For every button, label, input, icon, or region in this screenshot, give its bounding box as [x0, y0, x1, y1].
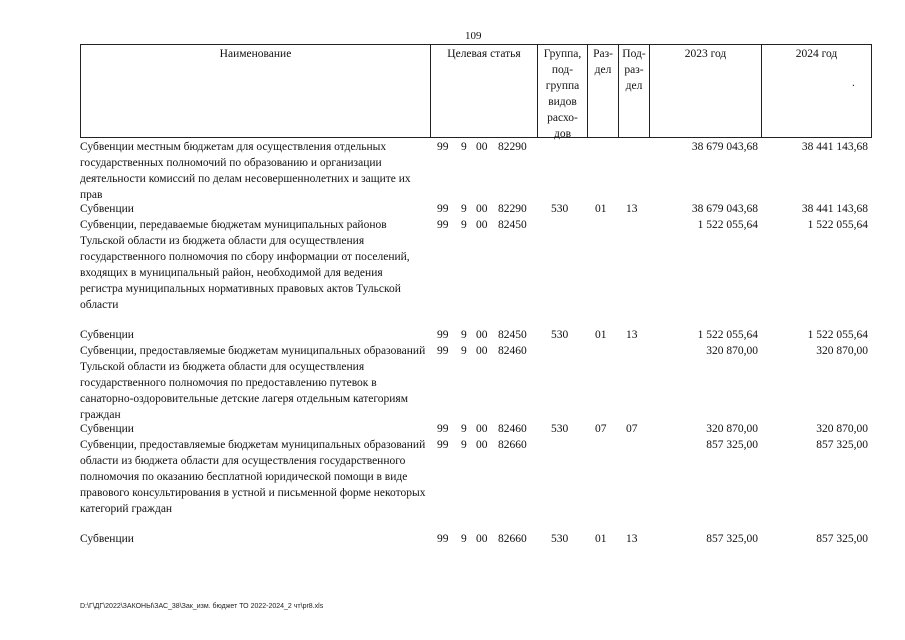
target-part-3: 00 — [476, 345, 488, 357]
header-section-line: дел — [594, 64, 612, 76]
target-part-3: 00 — [476, 141, 488, 153]
target-part-4: 82290 — [498, 141, 527, 153]
subsection-code: 13 — [626, 329, 638, 341]
row-name: Субвенции, передаваемые бюджетам муниципальных районов Тульской области из бюджета области для осуществления государственного полномочия по сбору информации от поселений, входящих в муниципальный район, необходимой для ведения регистра муниципальных нормативных правовых актов Тульской области — [80, 219, 410, 311]
target-part-2: 9 — [461, 423, 467, 435]
header-group-line: под- — [551, 64, 574, 76]
section-code: 01 — [595, 533, 607, 545]
target-part-4: 82660 — [498, 439, 527, 451]
value-2023: 857 325,00 — [706, 439, 758, 451]
row-name: Субвенции местным бюджетам для осуществления отдельных государственных полномочий по образованию и организации деятельности комиссий по делам несовершеннолетних и защите их прав — [80, 141, 411, 201]
target-part-1: 99 — [437, 423, 449, 435]
subsection-code: 07 — [626, 423, 638, 435]
row-name: Субвенции — [80, 329, 134, 341]
subsection-code: 13 — [626, 203, 638, 215]
header-section-line: Раз- — [593, 48, 613, 60]
target-part-1: 99 — [437, 439, 449, 451]
group-code: 530 — [551, 533, 569, 545]
value-2023: 320 870,00 — [706, 345, 758, 357]
header-subsection-line: дел — [625, 80, 643, 92]
header-target: Целевая статья — [430, 45, 537, 137]
group-code: 530 — [551, 423, 569, 435]
value-2024: 857 325,00 — [816, 533, 868, 545]
value-2023: 320 870,00 — [706, 423, 758, 435]
value-2023: 1 522 055,64 — [697, 219, 758, 231]
value-2024: 38 441 143,68 — [801, 203, 868, 215]
target-part-4: 82450 — [498, 329, 527, 341]
row-name: Субвенции, предоставляемые бюджетам муниципальных образований Тульской области из бюджета области для осуществления государственного полномочия по предоставлению путевок в санаторно-оздоровительные детские лагеря отдельным категориям граждан — [80, 345, 426, 421]
target-part-3: 00 — [476, 329, 488, 341]
value-2024: 1 522 055,64 — [807, 329, 868, 341]
target-part-1: 99 — [437, 329, 449, 341]
header-mark: . — [852, 77, 855, 89]
header-group-line: расхо- — [547, 112, 578, 124]
value-2023: 1 522 055,64 — [697, 329, 758, 341]
file-path-footer: D:\Г\ДГ\2022\ЗАКОНЫ\ЗАС_38\Зак_изм. бюджет ТО 2022-2024_2 чт\pr8.xls — [80, 603, 324, 610]
value-2024: 320 870,00 — [816, 423, 868, 435]
row-name: Субвенции — [80, 423, 134, 435]
row-name: Субвенции, предоставляемые бюджетам муниципальных образований области из бюджета области для осуществления государственного полномочия по оказанию бесплатной юридической помощи в виде правового консультирования в устной и письменной форме некоторых категорий граждан — [80, 439, 426, 515]
target-part-1: 99 — [437, 203, 449, 215]
value-2023: 38 679 043,68 — [691, 203, 758, 215]
value-2024: 1 522 055,64 — [807, 219, 868, 231]
header-subsection — [618, 45, 649, 137]
target-part-2: 9 — [461, 219, 467, 231]
table-header — [80, 44, 872, 138]
row-name: Субвенции — [80, 203, 134, 215]
value-2024: 857 325,00 — [816, 439, 868, 451]
header-subsection-line: раз- — [624, 64, 644, 76]
header-group-line: группа — [545, 80, 580, 92]
target-part-3: 00 — [476, 423, 488, 435]
header-year-2024 — [761, 45, 871, 137]
target-part-2: 9 — [461, 141, 467, 153]
header-group — [537, 45, 587, 140]
group-code: 530 — [551, 203, 569, 215]
target-part-1: 99 — [437, 141, 449, 153]
value-2024: 38 441 143,68 — [801, 141, 868, 153]
target-part-4: 82450 — [498, 219, 527, 231]
page-number: 109 — [465, 30, 482, 42]
target-part-1: 99 — [437, 345, 449, 357]
target-part-2: 9 — [461, 203, 467, 215]
header-section — [587, 45, 618, 137]
header-year-2024-label: 2024 год — [795, 48, 838, 60]
value-2023: 38 679 043,68 — [691, 141, 758, 153]
value-2023: 857 325,00 — [706, 533, 758, 545]
section-code: 01 — [595, 203, 607, 215]
header-year-2023: 2023 год — [649, 45, 761, 137]
target-part-3: 00 — [476, 533, 488, 545]
header-group-line: видов — [548, 96, 577, 108]
target-part-1: 99 — [437, 219, 449, 231]
target-part-4: 82460 — [498, 423, 527, 435]
header-group-line: дов — [553, 128, 572, 140]
section-code: 07 — [595, 423, 607, 435]
target-part-3: 00 — [476, 219, 488, 231]
target-part-3: 00 — [476, 203, 488, 215]
row-name: Субвенции — [80, 533, 134, 545]
target-part-3: 00 — [476, 439, 488, 451]
section-code: 01 — [595, 329, 607, 341]
target-part-2: 9 — [461, 345, 467, 357]
header-subsection-line: Под- — [622, 48, 646, 60]
target-part-4: 82460 — [498, 345, 527, 357]
group-code: 530 — [551, 329, 569, 341]
target-part-4: 82290 — [498, 203, 527, 215]
target-part-1: 99 — [437, 533, 449, 545]
target-part-2: 9 — [461, 533, 467, 545]
value-2024: 320 870,00 — [816, 345, 868, 357]
header-group-line: Группа, — [543, 48, 582, 60]
target-part-2: 9 — [461, 329, 467, 341]
target-part-4: 82660 — [498, 533, 527, 545]
target-part-2: 9 — [461, 439, 467, 451]
subsection-code: 13 — [626, 533, 638, 545]
header-name: Наименование — [219, 48, 292, 60]
